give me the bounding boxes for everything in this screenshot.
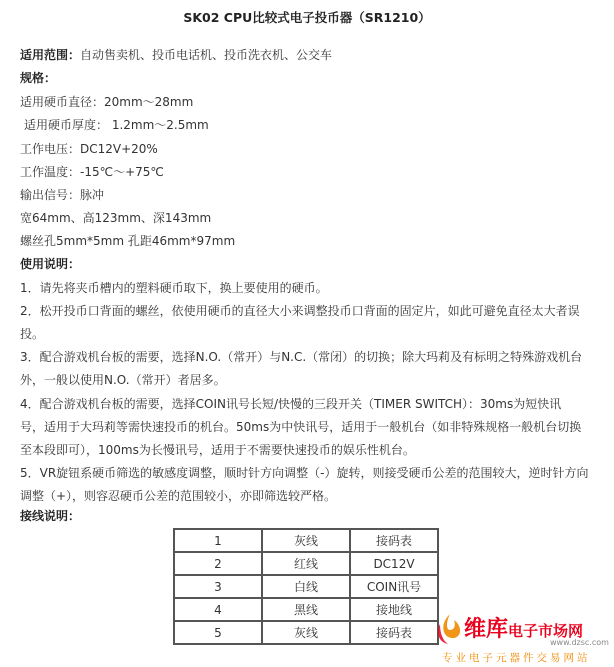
wire-number: 2 <box>174 552 262 575</box>
watermark-main-small: 电子市场网 <box>508 622 584 640</box>
wire-color: 白线 <box>262 575 350 598</box>
table-row <box>174 598 438 621</box>
wire-function: 接码表 <box>350 529 438 552</box>
table-row <box>174 575 438 598</box>
usage-heading: 使用说明： <box>20 257 81 271</box>
scope-text: 自动售卖机、投币电话机、投币洗衣机、公交车 <box>80 48 333 62</box>
wire-function: 接地线 <box>350 598 438 621</box>
wire-number: 4 <box>174 598 262 621</box>
usage-line: 外，一般以使用N.O.（常开）者居多。 <box>20 373 226 387</box>
usage-line: 2．松开投币口背面的螺丝，依使用硬币的直径大小来调整投币口背面的固定片，如此可避免直径太大者误 <box>20 304 580 318</box>
usage-line: 4．配合游戏机台板的需要，选择COIN讯号长短/快慢的三段开关（TIMER SWITCH）：30ms为短快讯 <box>20 397 562 411</box>
wire-function: DC12V <box>350 552 438 575</box>
spec-line: 工作电压：DC12V+20% <box>20 142 158 156</box>
page-title: SK02 CPU比较式电子投币器（SR1210） <box>183 10 431 25</box>
scope-line <box>20 47 332 63</box>
spec-line: 适用硬币直径：20mm～28mm <box>20 95 194 109</box>
wire-number: 5 <box>174 621 262 644</box>
watermark-tagline: 专业电子元器件交易网站 <box>442 652 591 664</box>
spec-line: 工作温度：-15℃～+75℃ <box>20 165 164 179</box>
wire-number: 1 <box>174 529 262 552</box>
wiring-heading: 接线说明： <box>20 509 81 523</box>
wire-function: COIN讯号 <box>350 575 438 598</box>
usage-line: 1．请先将夹币槽内的塑料硬币取下，换上要使用的硬币。 <box>20 281 328 295</box>
spec-line: 宽64mm、高123mm、深143mm <box>20 211 212 225</box>
spec-heading: 规格： <box>20 71 57 85</box>
wire-function: 接码表 <box>350 621 438 644</box>
table-row <box>174 621 438 644</box>
wire-color: 黑线 <box>262 598 350 621</box>
wire-color: 灰线 <box>262 621 350 644</box>
spec-line: 螺丝孔5mm*5mm 孔距46mm*97mm <box>20 234 236 248</box>
usage-line: 号，适用于大玛莉等需快速投币的机台。50ms为中快讯号，适用于一般机台（如非特殊规格一般机台切换 <box>20 420 582 434</box>
usage-line: 投。 <box>20 327 45 341</box>
logo-mark-icon <box>434 612 466 646</box>
watermark-main: 维库 <box>464 617 509 642</box>
watermark-logo <box>434 612 614 667</box>
scope-label: 适用范围： <box>20 48 81 62</box>
wiring-table <box>173 528 439 645</box>
usage-line: 3．配合游戏机台板的需要，选择N.O.（常开）与N.C.（常闭）的切换；除大玛莉及有标明之特殊游戏机台 <box>20 350 583 364</box>
table-row <box>174 552 438 575</box>
spec-line: 适用硬币厚度： 1.2mm～2.5mm <box>24 118 209 132</box>
wire-color: 红线 <box>262 552 350 575</box>
wire-color: 灰线 <box>262 529 350 552</box>
usage-line: 5．VR旋钮系硬币筛选的敏感度调整，顺时针方向调整（-）旋转，则接受硬币公差的范围较大，逆时针方向 <box>20 466 589 480</box>
wire-number: 3 <box>174 575 262 598</box>
usage-line: 至本段即可），100ms为长慢讯号，适用于不需要快速投币的娱乐性机台。 <box>20 443 415 457</box>
spec-line: 输出信号：脉冲 <box>20 188 105 202</box>
watermark-url: www.dzsc.com <box>550 638 609 647</box>
usage-line: 调整（+），则容忍硬币公差的范围较小，亦即筛选较严格。 <box>20 489 337 503</box>
table-row <box>174 529 438 552</box>
